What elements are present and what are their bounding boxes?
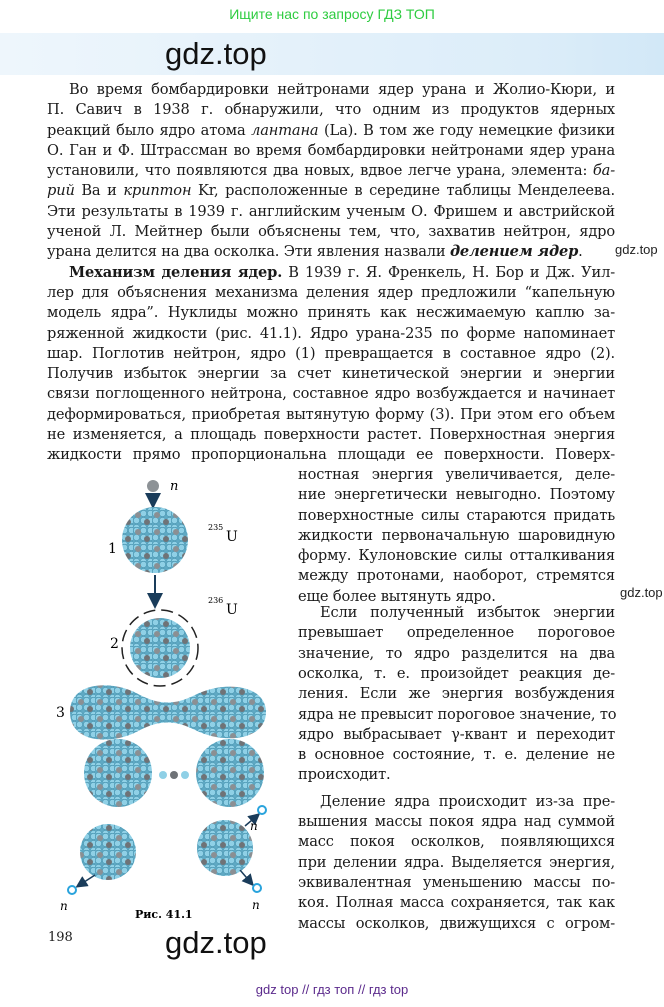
text-line (298, 664, 615, 684)
text-line (298, 914, 615, 934)
label-n-2: n (60, 899, 68, 913)
text-segment: урана делится на два осколка. Эти явления назвали (47, 243, 450, 261)
label-1: 1 (108, 541, 117, 557)
text-segment: жидкости прямо пропорциональна площади ее поверхности. Поверх- (47, 446, 615, 464)
text-segment: реакций было ядро атома (47, 121, 252, 139)
page-number: 198 (48, 930, 73, 945)
watermark-small-2: gdz.top (620, 585, 663, 600)
text-line (298, 705, 615, 725)
text-line (47, 181, 615, 201)
text-line (298, 832, 615, 852)
text-segment: О. Ган и Ф. Штрассман во время бомбардировки нейтронами ядер урана (47, 141, 615, 159)
label-3: 3 (56, 705, 65, 721)
text-segment: еще более вытянуть ядро. (298, 587, 496, 605)
footer-link-2[interactable]: гдз топ (312, 982, 355, 997)
text-line (47, 161, 615, 181)
text-line (298, 526, 615, 546)
text-segment: при делении ядра. Выделяется энергия, (298, 853, 615, 871)
text-line (47, 283, 615, 303)
text-line (298, 506, 615, 526)
text-line (47, 364, 615, 384)
text-segment: Kr, расположенные в середине таблицы Менделеева. (191, 182, 615, 200)
text-line (298, 485, 615, 505)
text-segment: масс покоя осколков, появляющихся (298, 833, 615, 851)
text-line (298, 465, 615, 485)
text-segment: не изменяется, а площадь поверхности растет. Поверхностная энергия (47, 426, 615, 444)
figure-41-1 (40, 470, 290, 930)
footer-link-3[interactable]: гдз top (368, 982, 409, 997)
text-segment: деформироваться, приобретая вытянутую форму (3). При этом его объем (47, 405, 615, 423)
label-2: 2 (110, 636, 119, 652)
text-line (47, 100, 615, 120)
watermark-small-1: gdz.top (615, 242, 658, 257)
text-line (47, 121, 615, 141)
text-line (298, 745, 615, 765)
emphasis-text: рий (47, 182, 75, 200)
text-segment: превышает определенное пороговое (298, 624, 615, 642)
fragment-right (197, 820, 253, 876)
text-segment: поверхностные силы стараются придать (298, 506, 615, 524)
text-line (47, 384, 615, 404)
text-line (298, 853, 615, 873)
footer-links (0, 982, 664, 997)
text-segment: ядро выбрасывает γ-квант и переходит (298, 725, 615, 743)
text-segment: Если полученный избыток энергии (320, 604, 615, 622)
text-segment: ряженной жидкости (рис. 41.1). Ядро урана-235 по форме напоминает (47, 324, 615, 342)
emphasis-text: криптон (123, 182, 192, 200)
text-segment: В 1939 г. Я. Френкель, Н. Бор и Дж. Уил- (282, 263, 615, 281)
text-line (47, 202, 615, 222)
text-line (298, 546, 615, 566)
fragment-left-forming (84, 739, 152, 807)
search-hint: Ищите нас по запросу ГДЗ ТОП (229, 6, 435, 22)
text-line (47, 263, 615, 283)
text-line (47, 222, 615, 242)
emphasis-text: ба- (592, 162, 615, 180)
neutron-incoming (147, 480, 159, 505)
text-segment: ние энергетически невыгодно. Поэтому (298, 486, 615, 504)
text-segment: шар. Поглотив нейтрон, ядро (1) превращается в составное ядро (2). (47, 344, 615, 362)
text-line (298, 684, 615, 704)
text-segment: П. Савич в 1938 г. обнаружили, что одним из продуктов ядерных (47, 101, 615, 119)
text-segment: Деление ядра происходит из-за пре- (320, 792, 615, 810)
emphasis-text: лантана (251, 121, 319, 139)
label-235: 235 (208, 523, 224, 532)
text-segment: форму. Кулоновские силы отталкивания (298, 547, 615, 565)
text-segment: значение, то ядро разделится на два (298, 644, 615, 662)
text-segment: Получив избыток энергии за счет кинетической энергии и энергии (47, 365, 615, 383)
footer-link-1[interactable]: gdz top (255, 982, 299, 997)
text-line (298, 765, 615, 785)
text-segment: . (578, 243, 583, 261)
text-segment: связи поглощенного нейтрона, составное ядро возбуждается и начинает (47, 385, 615, 403)
text-line (298, 623, 615, 643)
fragment-right-forming (196, 739, 264, 807)
emphasis-text: Механизм деления ядер. (69, 263, 283, 281)
text-line (47, 242, 615, 262)
figure-caption: Рис. 41.1 (135, 908, 193, 921)
text-line (47, 80, 615, 100)
label-n-4: n (250, 819, 258, 833)
text-segment: между протонами, наоборот, стремятся (298, 567, 615, 585)
text-line (47, 445, 615, 465)
text-segment: происходит. (298, 766, 391, 784)
text-segment: в основное состояние, т. е. деление не (298, 746, 615, 764)
text-line (298, 893, 615, 913)
nucleus-u235 (122, 507, 188, 573)
text-line (47, 324, 615, 344)
text-segment: вышения массы покоя ядра над суммой (298, 813, 615, 831)
text-line (298, 603, 615, 623)
text-segment: ления. Если же энергия возбуждения (298, 685, 615, 703)
text-segment: ученой Л. Мейтнер были объяснены тем, что, захватив нейтрон, ядро (47, 223, 615, 241)
text-segment: Эти результаты в 1939 г. английским ученым О. Фришем и австрийской (47, 202, 615, 220)
text-segment: массы осколков, движущихся с огром- (298, 914, 615, 932)
text-line (298, 792, 615, 812)
text-segment: ностная энергия увеличивается, деле- (298, 466, 615, 483)
nucleus-u236 (130, 618, 190, 678)
footer-sep: // (357, 982, 366, 997)
text-line (47, 425, 615, 445)
header-band (0, 33, 664, 75)
text-segment: модель ядра”. Нуклиды можно принять как несжимаемую каплю за- (47, 304, 615, 322)
text-segment: жидкости первоначальную шаровидную (298, 526, 615, 544)
label-u-2: U (226, 602, 238, 618)
text-segment: осколка, т. е. произойдет реакция де- (298, 664, 615, 682)
text-line (47, 344, 615, 364)
text-segment: Во время бомбардировки нейтронами ядер урана и Жолио-Кюри, и (69, 81, 615, 98)
text-line (47, 303, 615, 323)
text-line (298, 566, 615, 586)
watermark-top: gdz.top (165, 36, 267, 71)
label-n-3: n (252, 898, 260, 912)
text-segment: лер для объяснения механизма деления ядер предложили “капельную (47, 283, 615, 301)
text-segment: коя. Полная масса сохраняется, так как (298, 894, 615, 912)
text-segment: Ва и (74, 182, 124, 200)
label-236: 236 (208, 596, 224, 605)
text-line (298, 644, 615, 664)
watermark-bottom: gdz.top (165, 925, 267, 960)
text-line (47, 405, 615, 425)
text-line (298, 725, 615, 745)
label-n: n (170, 479, 179, 494)
main-text (47, 80, 615, 466)
text-line (298, 873, 615, 893)
fragment-left (80, 824, 136, 880)
text-line (298, 812, 615, 832)
emphasis-text: делением ядер (449, 243, 579, 261)
deformed-nucleus (70, 685, 266, 739)
label-u: U (226, 529, 238, 545)
side-text (298, 465, 615, 934)
text-segment: установили, что появляются два новых, вдвое легче урана, элемента: (47, 162, 593, 180)
text-line (47, 141, 615, 161)
footer-sep: // (302, 982, 310, 997)
text-segment: (La). В том же году немецкие физики (318, 121, 615, 139)
text-segment: эквивалентная уменьшению массы по- (298, 873, 615, 891)
text-segment: ядра не превысит пороговое значение, то (298, 705, 617, 723)
